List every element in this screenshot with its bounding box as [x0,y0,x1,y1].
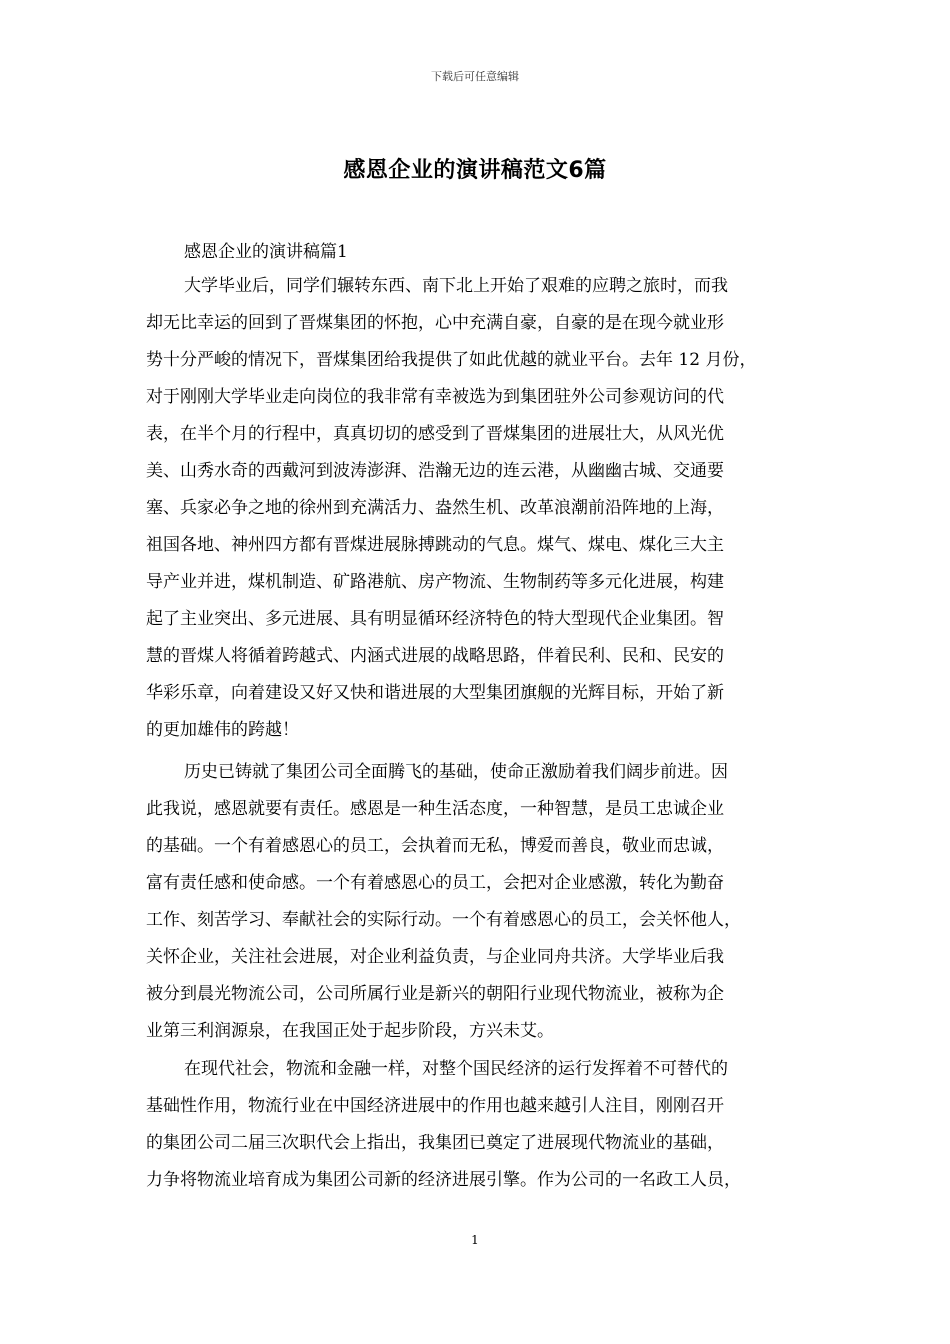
header-note: 下载后可任意编辑 [431,70,519,83]
text-line: 表，在半个月的行程中，真真切切的感受到了晋煤集团的进展壮大，从风光优 [146,424,724,444]
text-line: 力争将物流业培育成为集团公司新的经济进展引擎。作为公司的一名政工人员， [146,1170,741,1190]
text-line: 被分到晨光物流公司，公司所属行业是新兴的朝阳行业现代物流业，被称为企 [146,984,724,1004]
text-line: 此我说，感恩就要有责任。感恩是一种生活态度，一种智慧，是员工忠诚企业 [146,799,724,819]
text-line: 起了主业突出、多元进展、具有明显循环经济特色的特大型现代企业集团。智 [146,609,724,629]
text-line: 塞、兵家必争之地的徐州到充满活力、盎然生机、改革浪潮前沿阵地的上海， [146,498,724,518]
text-line: 历史已铸就了集团公司全面腾飞的基础，使命正激励着我们阔步前进。因 [184,762,728,782]
text-line: 对于刚刚大学毕业走向岗位的我非常有幸被选为到集团驻外公司参观访问的代 [146,387,724,407]
text-line: 的集团公司二届三次职代会上指出，我集团已奠定了进展现代物流业的基础， [146,1133,724,1153]
text-line: 基础性作用，物流行业在中国经济进展中的作用也越来越引人注目，刚刚召开 [146,1096,724,1116]
text-line: 大学毕业后，同学们辗转东西、南下北上开始了艰难的应聘之旅时，而我 [184,276,728,296]
text-line: 慧的晋煤人将循着跨越式、内涵式进展的战略思路，伴着民利、民和、民安的 [146,646,724,666]
text-line: 业第三利润源泉，在我国正处于起步阶段，方兴未艾。 [146,1021,554,1041]
text-line: 势十分严峻的情况下，晋煤集团给我提供了如此优越的就业平台。去年 12 月份， [146,350,757,370]
text-line: 却无比幸运的回到了晋煤集团的怀抱，心中充满自豪，自豪的是在现今就业形 [146,313,724,333]
section-heading: 感恩企业的演讲稿篇1 [184,242,348,262]
text-line: 的更加雄伟的跨越！ [146,720,299,740]
text-line: 美、山秀水奇的西戴河到波涛澎湃、浩瀚无边的连云港，从幽幽古城、交通要 [146,461,724,481]
text-line: 关怀企业，关注社会进展，对企业利益负责，与企业同舟共济。大学毕业后我 [146,947,724,967]
text-line: 祖国各地、神州四方都有晋煤进展脉搏跳动的气息。煤气、煤电、煤化三大主 [146,535,724,555]
text-line: 导产业并进，煤机制造、矿路港航、房产物流、生物制药等多元化进展，构建 [146,572,724,592]
text-line: 工作、刻苦学习、奉献社会的实际行动。一个有着感恩心的员工，会关怀他人， [146,910,741,930]
page-number: 1 [471,1233,479,1247]
text-line: 的基础。一个有着感恩心的员工，会执着而无私，博爱而善良，敬业而忠诚， [146,836,724,856]
document-title: 感恩企业的演讲稿范文6篇 [343,158,607,183]
text-line: 在现代社会，物流和金融一样，对整个国民经济的运行发挥着不可替代的 [184,1059,728,1079]
text-line: 富有责任感和使命感。一个有着感恩心的员工，会把对企业感激，转化为勤奋 [146,873,724,893]
text-line: 华彩乐章，向着建设又好又快和谐进展的大型集团旗舰的光辉目标，开始了新 [146,683,724,703]
